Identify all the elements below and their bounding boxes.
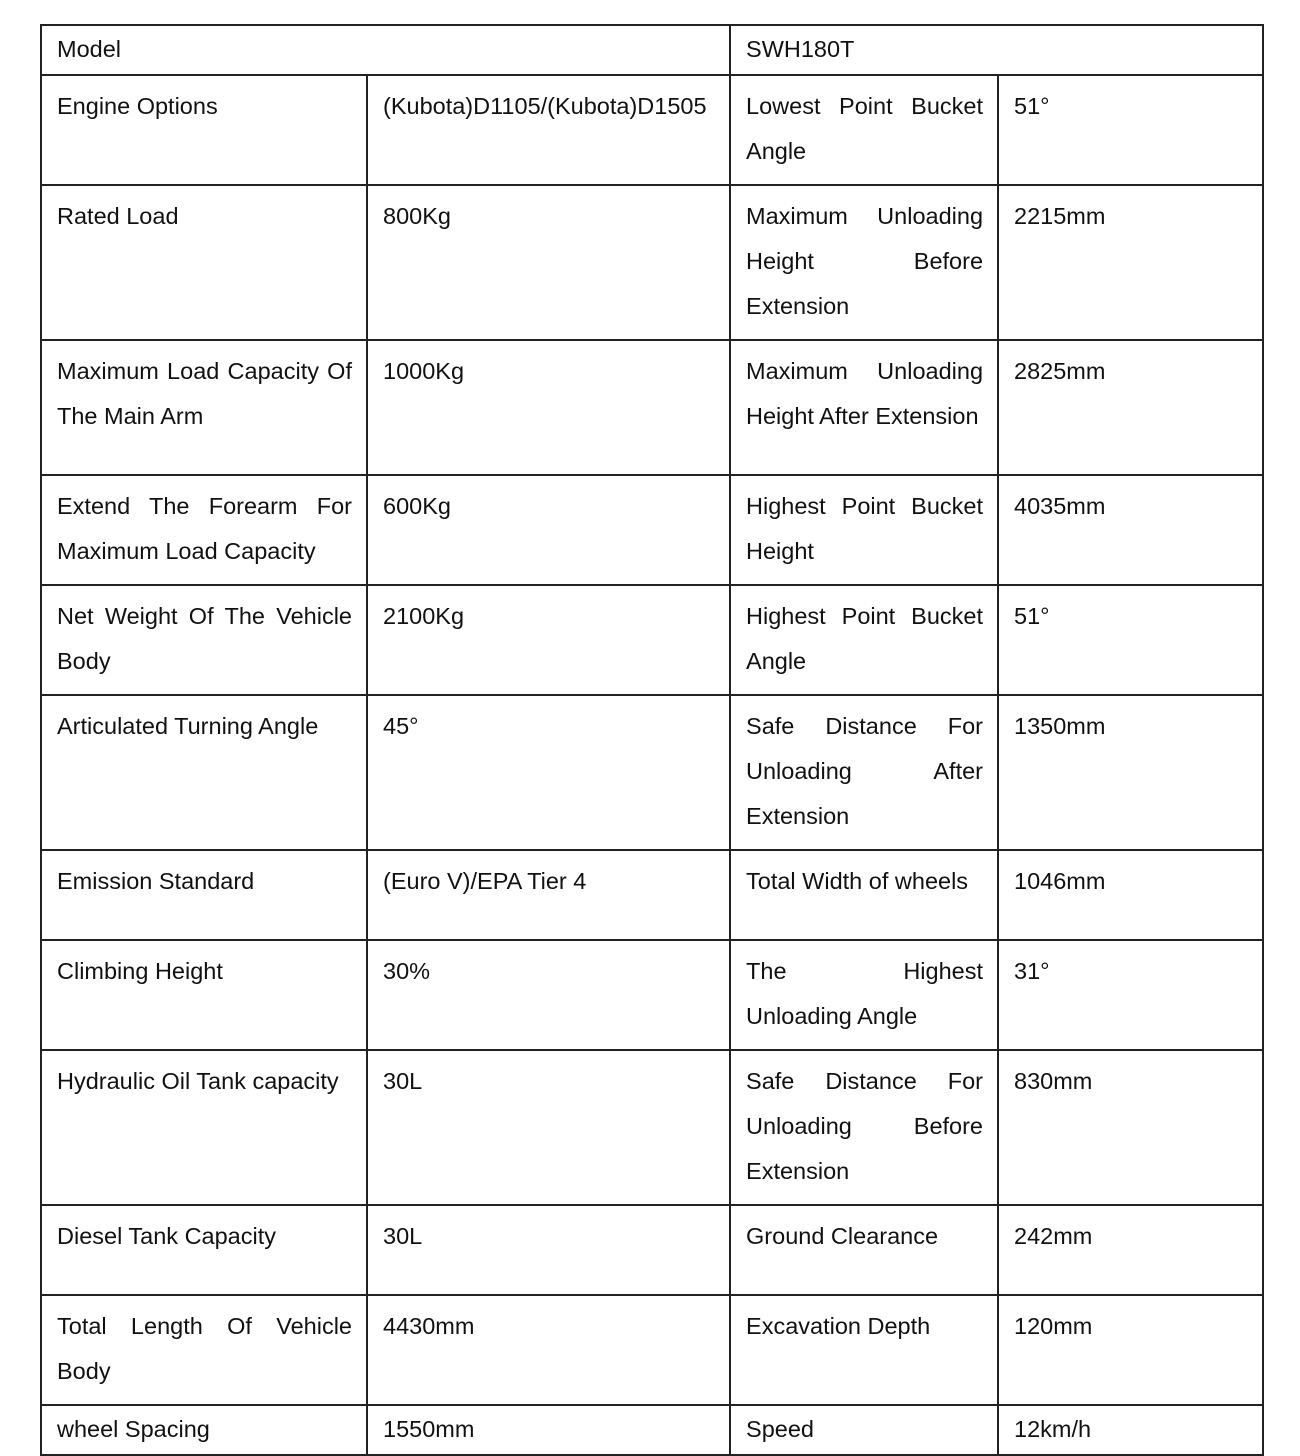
spec-label: Hydraulic Oil Tank capacity xyxy=(41,1050,367,1205)
spec-label: Climbing Height xyxy=(41,940,367,1050)
spec-label: Total Length Of Vehicle Body xyxy=(41,1295,367,1405)
spec-label: Safe Distance For Unloading Before Extension xyxy=(730,1050,998,1205)
spec-value: 30L xyxy=(367,1050,730,1205)
spec-value: 51° xyxy=(998,75,1263,185)
spec-label: Total Width of wheels xyxy=(730,850,998,940)
spec-value: 31° xyxy=(998,940,1263,1050)
header-row xyxy=(41,25,1263,75)
spec-value: 120mm xyxy=(998,1295,1263,1405)
spec-value: 1046mm xyxy=(998,850,1263,940)
spec-value: 4035mm xyxy=(998,475,1263,585)
table-row xyxy=(41,1205,1263,1295)
spec-value: 30L xyxy=(367,1205,730,1295)
spec-value: 30% xyxy=(367,940,730,1050)
spec-label: Ground Clearance xyxy=(730,1205,998,1295)
spec-value: 242mm xyxy=(998,1205,1263,1295)
spec-value: 1350mm xyxy=(998,695,1263,850)
table-row xyxy=(41,940,1263,1050)
table-row xyxy=(41,1405,1263,1455)
table-row xyxy=(41,75,1263,185)
spec-label: Maximum Unloading Height Before Extension xyxy=(730,185,998,340)
spec-value: 4430mm xyxy=(367,1295,730,1405)
spec-label: Diesel Tank Capacity xyxy=(41,1205,367,1295)
spec-label: Lowest Point Bucket Angle xyxy=(730,75,998,185)
spec-value: 2825mm xyxy=(998,340,1263,475)
model-label: Model xyxy=(41,25,730,75)
table-row xyxy=(41,695,1263,850)
spec-value: 800Kg xyxy=(367,185,730,340)
spec-table xyxy=(40,24,1264,1456)
spec-value: 2215mm xyxy=(998,185,1263,340)
table-row xyxy=(41,850,1263,940)
table-row xyxy=(41,1050,1263,1205)
spec-label: Safe Distance For Unloading After Extension xyxy=(730,695,998,850)
spec-label: Rated Load xyxy=(41,185,367,340)
spec-label: Maximum Load Capacity Of The Main Arm xyxy=(41,340,367,475)
spec-value: 45° xyxy=(367,695,730,850)
spec-value: 600Kg xyxy=(367,475,730,585)
spec-label: Net Weight Of The Vehicle Body xyxy=(41,585,367,695)
table-row xyxy=(41,185,1263,340)
model-value: SWH180T xyxy=(730,25,1263,75)
spec-label: Excavation Depth xyxy=(730,1295,998,1405)
spec-label: Emission Standard xyxy=(41,850,367,940)
table-row xyxy=(41,585,1263,695)
spec-label: Articulated Turning Angle xyxy=(41,695,367,850)
spec-value: 1000Kg xyxy=(367,340,730,475)
spec-label: wheel Spacing xyxy=(41,1405,367,1455)
spec-value: 12km/h xyxy=(998,1405,1263,1455)
spec-label: Engine Options xyxy=(41,75,367,185)
spec-label: Speed xyxy=(730,1405,998,1455)
spec-value: (Kubota)D1105/(Kubota)D1505 xyxy=(367,75,730,185)
spec-value: 2100Kg xyxy=(367,585,730,695)
table-row xyxy=(41,475,1263,585)
spec-label: Extend The Forearm For Maximum Load Capacity xyxy=(41,475,367,585)
table-row xyxy=(41,340,1263,475)
spec-label: Highest Point Bucket Angle xyxy=(730,585,998,695)
spec-value: 1550mm xyxy=(367,1405,730,1455)
spec-value: 830mm xyxy=(998,1050,1263,1205)
spec-label: Maximum Unloading Height After Extension xyxy=(730,340,998,475)
spec-label: The Highest Unloading Angle xyxy=(730,940,998,1050)
spec-label: Highest Point Bucket Height xyxy=(730,475,998,585)
spec-value: 51° xyxy=(998,585,1263,695)
spec-value: (Euro V)/EPA Tier 4 xyxy=(367,850,730,940)
table-row xyxy=(41,1295,1263,1405)
